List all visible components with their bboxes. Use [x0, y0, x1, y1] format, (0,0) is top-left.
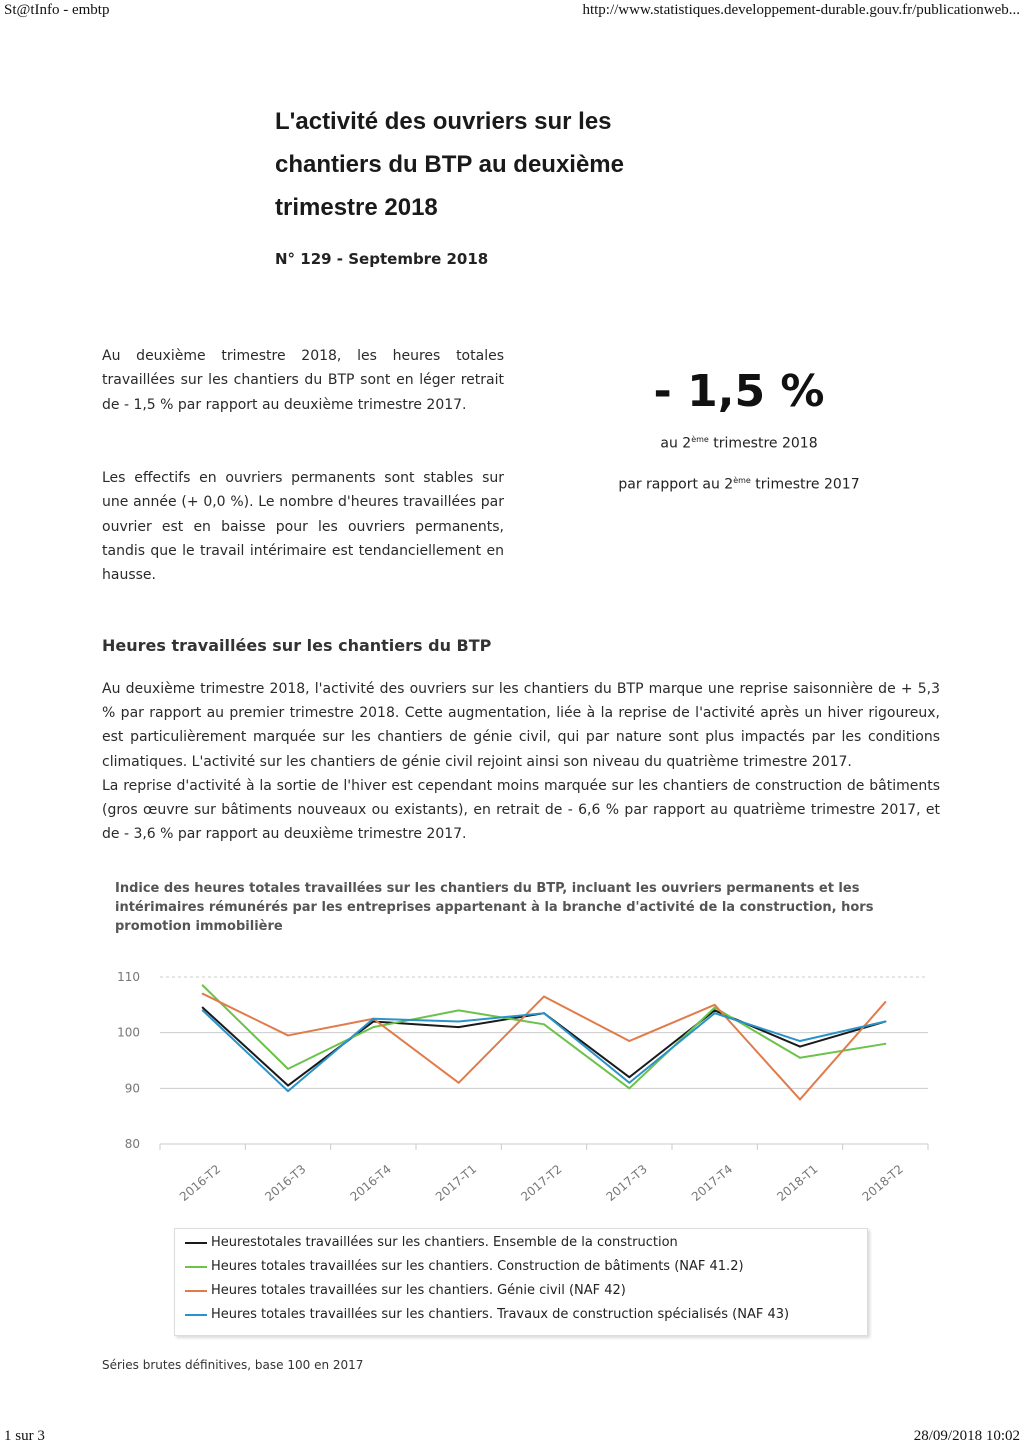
data-point-genie-civil	[543, 995, 545, 997]
data-point-genie-civil	[202, 993, 204, 995]
data-point-specialises	[458, 1021, 460, 1023]
data-point-batiments	[799, 1057, 801, 1059]
x-tick-label: 2016-T3	[262, 1161, 309, 1204]
data-point-specialises	[287, 1090, 289, 1092]
y-tick-label: 90	[124, 1081, 140, 1096]
data-point-batiments	[202, 984, 204, 986]
lead-paragraph-2	[102, 466, 504, 587]
legend-swatch-ensemble	[185, 1242, 207, 1244]
legend-swatch-batiments	[185, 1266, 207, 1268]
data-point-batiments	[884, 1043, 886, 1045]
data-point-specialises	[372, 1018, 374, 1020]
data-point-batiments	[628, 1087, 630, 1089]
legend-label-genie-civil: Heures totales travaillées sur les chantiers. Génie civil (NAF 42)	[211, 1283, 626, 1298]
x-tick-label: 2016-T2	[176, 1161, 224, 1204]
line-chart	[100, 960, 940, 1220]
body-paragraph-1: Au deuxième trimestre 2018, l'activité des ouvriers sur les chantiers du BTP marque une reprise saisonnière de + 5,3 % par rapport au premier trimestre 2018. Cette augmentation, liée à la reprise de l'activité après un hiver rigoureux, est particulièrement marquée sur les chantiers de génie civil, qui par nature sont plus impactés par les conditions climatiques. L'activité sur les chantiers de génie civil rejoint ainsi son niveau du quatrième trimestre 2017.	[102, 681, 940, 770]
x-tick-label: 2018-T1	[774, 1161, 821, 1204]
data-point-specialises	[628, 1082, 630, 1084]
kpi-period-sup: ème	[691, 435, 709, 444]
legend-swatch-genie-civil	[185, 1290, 207, 1292]
data-point-ensemble	[372, 1021, 374, 1023]
article-title: L'activité des ouvriers sur les chantiers du BTP au deuxième trimestre 2018	[275, 108, 624, 221]
kpi-period-suffix: trimestre 2018	[708, 435, 818, 452]
y-tick-label: 110	[117, 970, 140, 984]
kpi-comparison-prefix: par rapport au 2	[618, 476, 734, 493]
data-point-batiments	[372, 1026, 374, 1028]
data-point-batiments	[287, 1068, 289, 1070]
legend-swatch-specialises	[185, 1314, 207, 1316]
data-point-ensemble	[714, 1009, 716, 1011]
legend-label-ensemble: Heurestotales travaillées sur les chantiers. Ensemble de la construction	[211, 1235, 678, 1250]
data-point-batiments	[543, 1023, 545, 1025]
data-point-ensemble	[799, 1046, 801, 1048]
data-point-genie-civil	[714, 1004, 716, 1006]
issue-number: N° 129 - Septembre 2018	[275, 250, 489, 268]
x-tick-label: 2017-T2	[518, 1161, 565, 1204]
body-paragraph-2: La reprise d'activité à la sortie de l'hiver est cependant moins marquée sur les chantiers de construction de bâtiments (gros œuvre sur bâtiments nouveaux ou existants), en retrait de - 6,6 % par rapport au quatrième trimestre 2017, et de - 3,6 % par rapport au deuxième trimestre 2017.	[102, 777, 940, 843]
legend-label-batiments: Heures totales travaillées sur les chantiers. Construction de bâtiments (NAF 41.2)	[211, 1259, 744, 1274]
page-counter: 1 sur 3	[4, 1428, 45, 1444]
legend-item-specialises[interactable]	[185, 1307, 789, 1322]
chart-legend	[174, 1228, 868, 1336]
print-timestamp: 28/09/2018 10:02	[913, 1428, 1020, 1444]
y-tick-label: 80	[124, 1137, 140, 1151]
legend-item-genie-civil[interactable]	[185, 1283, 626, 1298]
data-point-ensemble	[287, 1085, 289, 1087]
data-point-ensemble	[628, 1076, 630, 1078]
kpi-period	[608, 422, 870, 462]
kpi-period-prefix: au 2	[660, 435, 692, 452]
source-note: Séries brutes définitives, base 100 en 2017	[102, 1358, 364, 1372]
data-point-genie-civil	[458, 1082, 460, 1084]
data-point-ensemble	[202, 1007, 204, 1009]
x-tick-label: 2017-T4	[688, 1161, 736, 1204]
browser-title: St@tInfo - embtp	[4, 2, 110, 18]
page-url[interactable]: http://www.statistiques.developpement-durable.gouv.fr/publicationweb...	[582, 2, 1020, 18]
data-point-genie-civil	[628, 1040, 630, 1042]
x-tick-label: 2017-T1	[432, 1161, 480, 1204]
lead-text-1: Au deuxième trimestre 2018, les heures totales travaillées sur les chantiers du BTP sont en léger retrait de - 1,5 % par rapport au deuxième trimestre 2017.	[102, 348, 504, 413]
section-body	[102, 677, 940, 846]
data-point-specialises	[799, 1040, 801, 1042]
y-tick-label: 100	[117, 1025, 140, 1040]
lead-paragraph-1	[102, 344, 504, 417]
data-point-specialises	[543, 1012, 545, 1014]
x-tick-label: 2018-T2	[859, 1161, 906, 1204]
data-point-specialises	[714, 1012, 716, 1014]
data-point-genie-civil	[884, 1001, 886, 1003]
chart-title: Indice des heures totales travaillées sur les chantiers du BTP, incluant les ouvriers permanents et les intérimaires rémunérés par les entreprises appartenant à la branche d'activité de la construction, hors promotion immobilière	[115, 881, 874, 934]
data-point-batiments	[458, 1009, 460, 1011]
section-title: Heures travaillées sur les chantiers du BTP	[102, 636, 492, 655]
lead-text-2: Les effectifs en ouvriers permanents sont stables sur une année (+ 0,0 %). Le nombre d'heures travaillées par ouvrier est en baisse pour les ouvriers permanents, tandis que le travail intérimaire est tendanciellement en hausse.	[102, 470, 504, 584]
kpi-comparison	[608, 462, 870, 504]
data-point-ensemble	[458, 1026, 460, 1028]
series-line-specialises	[203, 1010, 886, 1091]
legend-label-specialises: Heures totales travaillées sur les chantiers. Travaux de construction spécialisés (NAF 43)	[211, 1307, 790, 1322]
kpi-value: - 1,5 %	[653, 366, 825, 417]
kpi-box	[608, 362, 870, 503]
data-point-genie-civil	[287, 1034, 289, 1036]
x-tick-label: 2017-T3	[603, 1161, 650, 1204]
kpi-comparison-sup: ème	[733, 475, 751, 485]
data-point-genie-civil	[799, 1098, 801, 1100]
kpi-comparison-suffix: trimestre 2017	[750, 476, 860, 493]
data-point-specialises	[884, 1021, 886, 1023]
legend-item-ensemble[interactable]	[185, 1235, 678, 1250]
data-point-specialises	[202, 1009, 204, 1011]
legend-item-batiments[interactable]	[185, 1259, 744, 1274]
x-tick-label: 2016-T4	[347, 1161, 394, 1204]
